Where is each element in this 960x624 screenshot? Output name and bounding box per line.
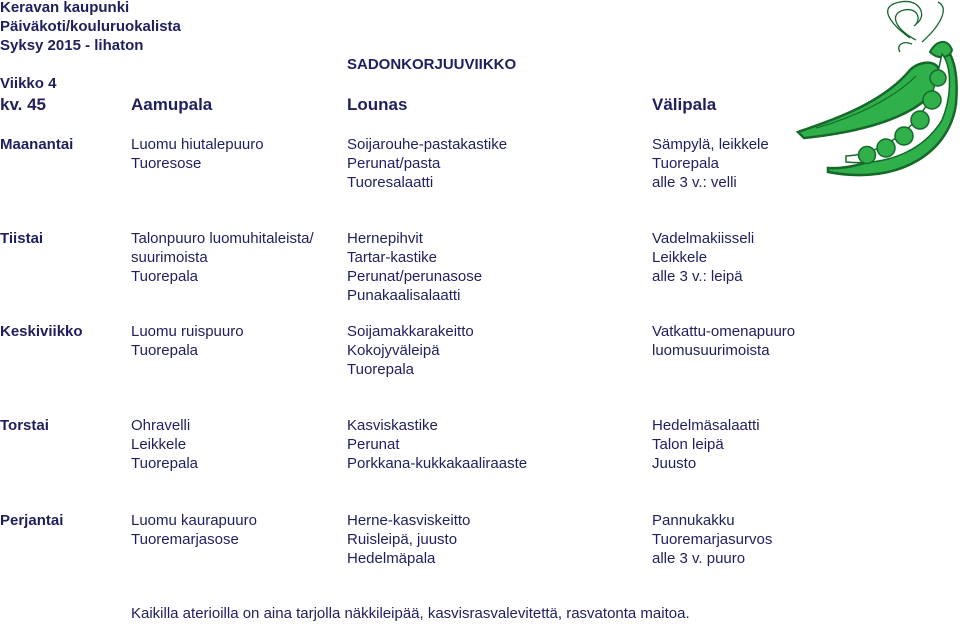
morning-menu-item: Luomu ruispuuro — [131, 323, 244, 340]
snack-menu-item: Vatkattu-omenapuuro — [652, 323, 796, 340]
footer-note: Kaikilla aterioilla on aina tarjolla näkkileipää, kasvisrasvalevitettä, rasvatonta maitoa. — [131, 605, 690, 622]
morning-menu-item: Tuorepala — [131, 455, 198, 472]
menu-type: Päiväkoti/kouluruokalista — [0, 18, 181, 35]
snack-menu-item: alle 3 v.: leipä — [652, 268, 743, 285]
lunch-menu-item: Perunat/perunasose — [347, 268, 483, 285]
morning-menu-item: Ohravelli — [131, 417, 191, 434]
snack-menu-item: alle 3 v. puuro — [652, 550, 746, 567]
snack-menu-item: alle 3 v.: velli — [652, 174, 737, 191]
kv-label: kv. 45 — [0, 95, 47, 114]
morning-menu-item: Tuoremarjasose — [131, 531, 239, 548]
snack-menu-item: Talon leipä — [652, 436, 724, 453]
morning-menu-item: Luomu kaurapuuro — [131, 512, 257, 529]
lunch-menu-item: Tuorepala — [347, 361, 414, 378]
morning-menu-item: suurimoista — [131, 249, 208, 266]
week-title: SADONKORJUUVIIKKO — [347, 56, 517, 73]
snack-menu-item: Tuorepala — [652, 155, 719, 172]
lunch-menu-item: Herne-kasviskeitto — [347, 512, 471, 529]
day-name: Maanantai — [0, 136, 74, 153]
lunch-menu-item: Ruisleipä, juusto — [347, 531, 458, 548]
lunch-menu-item: Punakaalisalaatti — [347, 287, 461, 304]
snack-menu-item: Sämpylä, leikkele — [652, 136, 769, 153]
morning-menu-item: Tuorepala — [131, 342, 198, 359]
lunch-menu-item: Tartar-kastike — [347, 249, 438, 266]
lunch-menu-item: Kokojyväleipä — [347, 342, 440, 359]
snack-menu-item: Hedelmäsalaatti — [652, 417, 760, 434]
lunch-menu-item: Hedelmäpala — [347, 550, 436, 567]
lunch-menu-item: Porkkana-kukkakaaliraaste — [347, 455, 528, 472]
snack-menu-item: Pannukakku — [652, 512, 735, 529]
morning-menu-item: Tuorepala — [131, 268, 198, 285]
lunch-menu-item: Hernepihvit — [347, 230, 423, 247]
morning-menu-item: Tuoresose — [131, 155, 202, 172]
column-header-morning: Aamupala — [131, 95, 213, 114]
lunch-menu-item: Perunat/pasta — [347, 155, 441, 172]
column-header-lunch: Lounas — [347, 95, 408, 114]
lunch-menu-item: Soijamakkarakeitto — [347, 323, 474, 340]
snack-menu-item: Leikkele — [652, 249, 708, 266]
snack-menu-item: Tuoremarjasurvos — [652, 531, 773, 548]
pea-pod-illustration — [792, 0, 960, 200]
week-number: Viikko 4 — [0, 75, 57, 92]
snack-menu-item: luomusuurimoista — [652, 342, 770, 359]
lunch-menu-item: Perunat — [347, 436, 400, 453]
city-name: Keravan kaupunki — [0, 0, 130, 16]
morning-menu-item: Talonpuuro luomuhitaleista/ — [131, 230, 314, 247]
lunch-menu-item: Kasviskastike — [347, 417, 438, 434]
day-name: Tiistai — [0, 230, 44, 247]
snack-menu-item: Juusto — [652, 455, 697, 472]
column-header-snack: Välipala — [652, 95, 717, 114]
day-name: Keskiviikko — [0, 323, 83, 340]
season-label: Syksy 2015 - lihaton — [0, 37, 144, 54]
morning-menu-item: Luomu hiutalepuuro — [131, 136, 264, 153]
day-name: Torstai — [0, 417, 49, 434]
lunch-menu-item: Soijarouhe-pastakastike — [347, 136, 508, 153]
lunch-menu-item: Tuoresalaatti — [347, 174, 434, 191]
snack-menu-item: Vadelmakiisseli — [652, 230, 755, 247]
morning-menu-item: Leikkele — [131, 436, 187, 453]
day-name: Perjantai — [0, 512, 64, 529]
